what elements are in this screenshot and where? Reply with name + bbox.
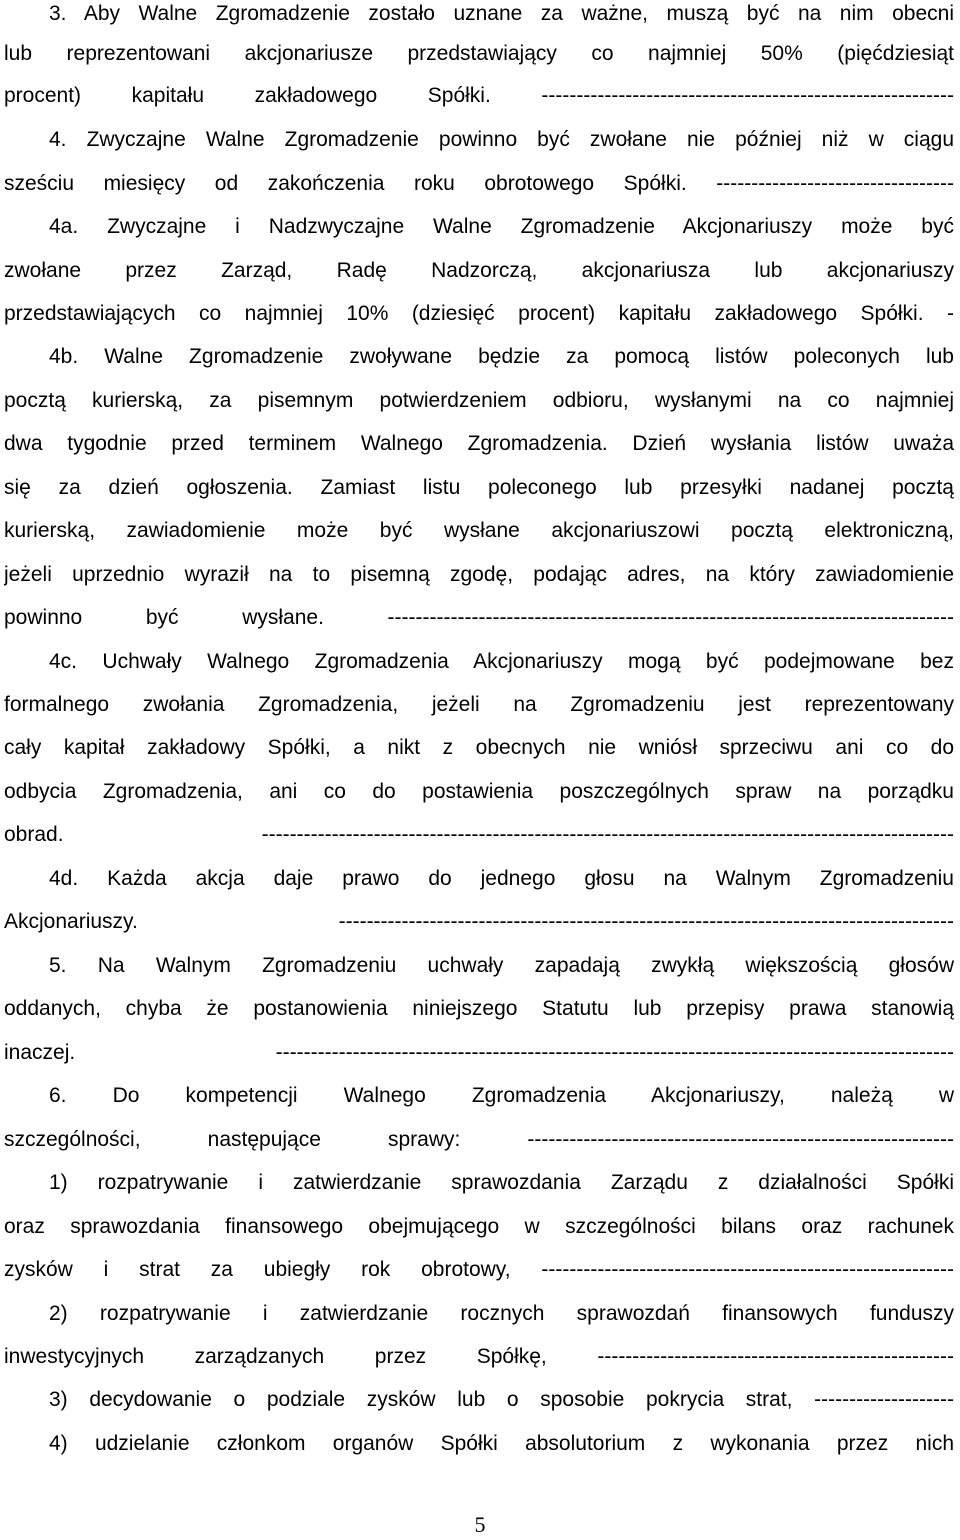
text-line: jeżeli uprzednio wyraził na to pisemną zgodę, podając adres, na który zawiadomienie xyxy=(4,563,954,586)
text-line: przedstawiających co najmniej 10% (dziesięć procent) kapitału zakładowego Spółki. - xyxy=(4,302,954,325)
text-line: 4) udzielanie członkom organów Spółki absolutorium z wykonania przez nich xyxy=(49,1432,954,1455)
text-line: 2) rozpatrywanie i zatwierdzanie rocznych sprawozdań finansowych funduszy xyxy=(49,1302,954,1325)
text-line: 4b. Walne Zgromadzenie zwoływane będzie za pomocą listów poleconych lub xyxy=(49,345,954,368)
text-line: 4c. Uchwały Walnego Zgromadzenia Akcjonariuszy mogą być podejmowane bez xyxy=(49,650,954,673)
text-line: 6. Do kompetencji Walnego Zgromadzenia Akcjonariuszy, należą w xyxy=(49,1084,954,1107)
text-line: oraz sprawozdania finansowego obejmującego w szczególności bilans oraz rachunek xyxy=(4,1215,954,1238)
text-line: kurierską, zawiadomienie może być wysłane akcjonariuszowi pocztą elektroniczną, xyxy=(4,519,954,542)
text-line: 3) decydowanie o podziale zysków lub o sposobie pokrycia strat, -------------------- xyxy=(49,1388,954,1411)
page-number: 5 xyxy=(474,1512,486,1537)
text-line: Akcjonariuszy. ---------------------------------------------------------------------------------------- xyxy=(4,910,954,933)
text-line: obrad. --------------------------------------------------------------------------------------------------- xyxy=(4,823,954,846)
text-line: 4d. Każda akcja daje prawo do jednego głosu na Walnym Zgromadzeniu xyxy=(49,867,954,890)
text-line: szczególności, następujące sprawy: ------------------------------------------------------------- xyxy=(4,1128,954,1151)
text-line: cały kapitał zakładowy Spółki, a nikt z obecnych nie wniósł sprzeciwu ani co do xyxy=(4,736,954,759)
text-line: inaczej. ------------------------------------------------------------------------------------------------- xyxy=(4,1041,954,1064)
text-line: się za dzień ogłoszenia. Zamiast listu poleconego lub przesyłki nadanej pocztą xyxy=(4,476,954,499)
text-line: powinno być wysłane. --------------------------------------------------------------------------------- xyxy=(4,606,954,629)
text-line: 4a. Zwyczajne i Nadzwyczajne Walne Zgromadzenie Akcjonariuszy może być xyxy=(49,215,954,238)
text-line: sześciu miesięcy od zakończenia roku obrotowego Spółki. ---------------------------------- xyxy=(4,172,954,195)
text-line: 4. Zwyczajne Walne Zgromadzenie powinno być zwołane nie później niż w ciągu xyxy=(49,128,954,151)
text-line: procent) kapitału zakładowego Spółki. ----------------------------------------------------------- xyxy=(4,84,954,107)
text-line: odbycia Zgromadzenia, ani co do postawienia poszczególnych spraw na porządku xyxy=(4,780,954,803)
text-line: 5. Na Walnym Zgromadzeniu uchwały zapadają zwykłą większością głosów xyxy=(49,954,954,977)
text-line: oddanych, chyba że postanowienia niniejszego Statutu lub przepisy prawa stanowią xyxy=(4,997,954,1020)
text-line: lub reprezentowani akcjonariusze przedstawiający co najmniej 50% (pięćdziesiąt xyxy=(4,42,954,65)
text-line: pocztą kurierską, za pisemnym potwierdzeniem odbioru, wysłanymi na co najmniej xyxy=(4,389,954,412)
text-line: 1) rozpatrywanie i zatwierdzanie sprawozdania Zarządu z działalności Spółki xyxy=(49,1171,954,1194)
text-line: formalnego zwołania Zgromadzenia, jeżeli na Zgromadzeniu jest reprezentowany xyxy=(4,693,954,716)
text-line: zysków i strat za ubiegły rok obrotowy, ----------------------------------------------------------- xyxy=(4,1258,954,1281)
text-line: zwołane przez Zarząd, Radę Nadzorczą, akcjonariusza lub akcjonariuszy xyxy=(4,259,954,282)
text-line: inwestycyjnych zarządzanych przez Spółkę, --------------------------------------------------- xyxy=(4,1345,954,1368)
text-line: dwa tygodnie przed terminem Walnego Zgromadzenia. Dzień wysłania listów uważa xyxy=(4,432,954,455)
text-line: 3. Aby Walne Zgromadzenie zostało uznane za ważne, muszą być na nim obecni xyxy=(49,2,954,25)
